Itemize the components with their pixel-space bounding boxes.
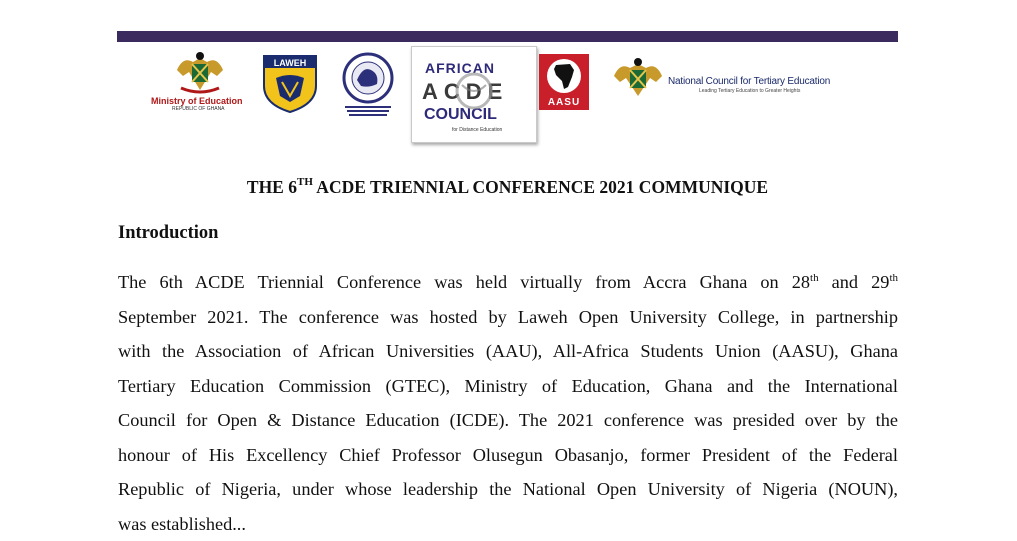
paragraph-line-7: Republic of Nigeria, under whose leadership the National Open University of Nigeria (NOUN), (118, 472, 898, 507)
moe-wordmark: Ministry of Education (151, 96, 243, 106)
acde-logo-line-council: COUNCIL (424, 106, 497, 124)
paragraph-line-8: was established... (118, 507, 898, 541)
acde-globe-icon (454, 71, 494, 111)
acde-council-logo (411, 46, 537, 143)
ghana-coat-of-arms-icon (173, 50, 227, 96)
header-accent-bar (117, 31, 898, 42)
document-title (117, 177, 898, 198)
paragraph-line-3: with the Association of African Universities (AAU), All-Africa Students Union (AASU), Ghana (118, 334, 898, 369)
acde-logo-line-distance: for Distance Education (452, 127, 502, 133)
aau-emblem-icon (339, 52, 397, 118)
acde-logo-line-african: AFRICAN (425, 60, 495, 76)
ncte-subtitle: Leading Tertiary Education to Greater Heights (699, 88, 800, 94)
title-suffix: ACDE TRIENNIAL CONFERENCE 2021 COMMUNIQUE (313, 177, 768, 197)
aasu-wordmark: AASU (542, 97, 586, 108)
paragraph-line-2: September 2021. The conference was hosted by Laweh Open University College, in partnership (118, 300, 898, 335)
paragraph-line-1-part-a: The 6th ACDE Triennial Conference was held virtually from Accra Ghana on 28 (118, 272, 810, 292)
paragraph-line (118, 265, 898, 300)
acde-logo-line-acde: ACDE (422, 79, 508, 105)
ncte-title: National Council for Tertiary Education (668, 76, 830, 87)
title-prefix: THE 6 (247, 177, 297, 197)
paragraph-line-1-sup-1: th (810, 272, 819, 284)
paragraph-line-5: Council for Open & Distance Education (ICDE). The 2021 conference was presided over by the (118, 403, 898, 438)
laweh-wordmark: LAWEH (274, 58, 307, 68)
laweh-shield-icon (260, 52, 320, 114)
introduction-paragraph (118, 265, 898, 541)
partner-logos-strip (117, 44, 898, 144)
paragraph-line-4: Tertiary Education Commission (GTEC), Ministry of Education, Ghana and the International (118, 369, 898, 404)
africa-map-icon (544, 57, 584, 95)
paragraph-line-6: honour of His Excellency Chief Professor Olusegun Obasanjo, former President of the Federal (118, 438, 898, 473)
aasu-logo (539, 54, 589, 110)
paragraph-line-1-part-b: and 29 (819, 272, 890, 292)
section-heading-introduction: Introduction (118, 223, 218, 244)
title-superscript: TH (297, 176, 313, 188)
moe-subtitle: REPUBLIC OF GHANA (172, 106, 225, 112)
ncte-coat-of-arms-icon (610, 56, 666, 100)
paragraph-line-1-sup-2: th (889, 272, 898, 284)
